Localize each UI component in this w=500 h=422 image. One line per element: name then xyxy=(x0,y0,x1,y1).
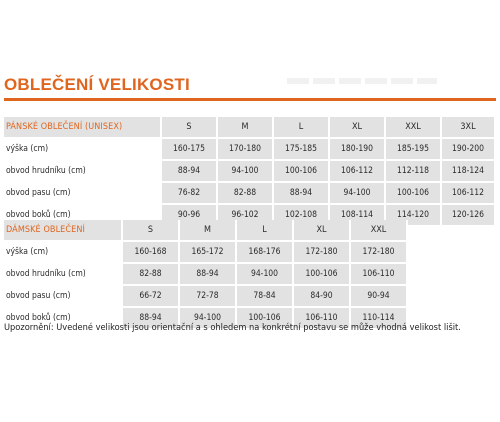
size-value: 108-114 xyxy=(330,205,386,227)
table-row xyxy=(4,139,496,161)
size-value: 175-185 xyxy=(274,139,330,161)
faded-watermark xyxy=(287,78,437,84)
size-value: 106-112 xyxy=(330,161,386,183)
table-row xyxy=(4,242,408,264)
row-label: obvod boků (cm) xyxy=(4,205,162,227)
size-value: 160-175 xyxy=(162,139,218,161)
men-table-heading: PÁNSKÉ OBLEČENÍ (UNISEX) xyxy=(4,117,162,139)
size-value: 76-82 xyxy=(162,183,218,205)
row-label: výška (cm) xyxy=(4,242,123,264)
size-value: 118-124 xyxy=(442,161,496,183)
women-size-header: M xyxy=(180,220,237,242)
row-label: výška (cm) xyxy=(4,139,162,161)
row-label: obvod pasu (cm) xyxy=(4,183,162,205)
size-value: 84-90 xyxy=(294,286,351,308)
row-label: obvod pasu (cm) xyxy=(4,286,123,308)
women-size-header: S xyxy=(123,220,180,242)
size-value: 170-180 xyxy=(218,139,274,161)
women-header-row xyxy=(4,220,408,242)
women-size-header: L xyxy=(237,220,294,242)
size-value: 90-96 xyxy=(162,205,218,227)
men-size-table xyxy=(4,117,496,227)
women-size-table xyxy=(4,220,408,330)
women-table-heading: DÁMSKÉ OBLEČENÍ xyxy=(4,220,123,242)
size-value: 100-106 xyxy=(294,264,351,286)
size-value: 94-100 xyxy=(237,264,294,286)
men-size-header: XXL xyxy=(386,117,442,139)
size-value: 160-168 xyxy=(123,242,180,264)
size-value: 100-106 xyxy=(386,183,442,205)
size-disclaimer: Upozornění: Uvedené velikosti jsou orientační a s ohledem na konkrétní postavu se může vhodná velikost lišit. xyxy=(4,322,461,333)
size-value: 120-126 xyxy=(442,205,496,227)
size-value: 114-120 xyxy=(386,205,442,227)
women-size-header: XXL xyxy=(351,220,408,242)
size-value: 94-100 xyxy=(180,308,237,330)
size-value: 88-94 xyxy=(162,161,218,183)
men-header-row xyxy=(4,117,496,139)
size-value: 106-110 xyxy=(294,308,351,330)
size-value: 94-100 xyxy=(330,183,386,205)
men-size-header: L xyxy=(274,117,330,139)
size-value: 66-72 xyxy=(123,286,180,308)
size-value: 72-78 xyxy=(180,286,237,308)
size-value: 100-106 xyxy=(274,161,330,183)
row-label: obvod hrudníku (cm) xyxy=(4,264,123,286)
size-value: 94-100 xyxy=(218,161,274,183)
size-value: 106-110 xyxy=(351,264,408,286)
size-value: 88-94 xyxy=(123,308,180,330)
men-size-header: S xyxy=(162,117,218,139)
page-title: OBLEČENÍ VELIKOSTI xyxy=(4,75,190,94)
men-size-header: 3XL xyxy=(442,117,496,139)
size-value: 82-88 xyxy=(218,183,274,205)
men-size-header: M xyxy=(218,117,274,139)
size-value: 165-172 xyxy=(180,242,237,264)
size-value: 100-106 xyxy=(237,308,294,330)
size-value: 185-195 xyxy=(386,139,442,161)
row-label: obvod boků (cm) xyxy=(4,308,123,330)
size-value: 190-200 xyxy=(442,139,496,161)
women-size-header: XL xyxy=(294,220,351,242)
size-value: 88-94 xyxy=(180,264,237,286)
row-label: obvod hrudníku (cm) xyxy=(4,161,162,183)
table-row xyxy=(4,264,408,286)
size-value: 82-88 xyxy=(123,264,180,286)
size-value: 102-108 xyxy=(274,205,330,227)
size-value: 180-190 xyxy=(330,139,386,161)
size-value: 88-94 xyxy=(274,183,330,205)
size-value: 110-114 xyxy=(351,308,408,330)
size-value: 168-176 xyxy=(237,242,294,264)
size-value: 78-84 xyxy=(237,286,294,308)
size-value: 172-180 xyxy=(294,242,351,264)
table-row xyxy=(4,183,496,205)
size-value: 96-102 xyxy=(218,205,274,227)
table-row xyxy=(4,161,496,183)
size-value: 112-118 xyxy=(386,161,442,183)
table-row xyxy=(4,286,408,308)
size-value: 172-180 xyxy=(351,242,408,264)
size-value: 106-112 xyxy=(442,183,496,205)
men-size-header: XL xyxy=(330,117,386,139)
size-value: 90-94 xyxy=(351,286,408,308)
title-underline xyxy=(4,98,496,101)
